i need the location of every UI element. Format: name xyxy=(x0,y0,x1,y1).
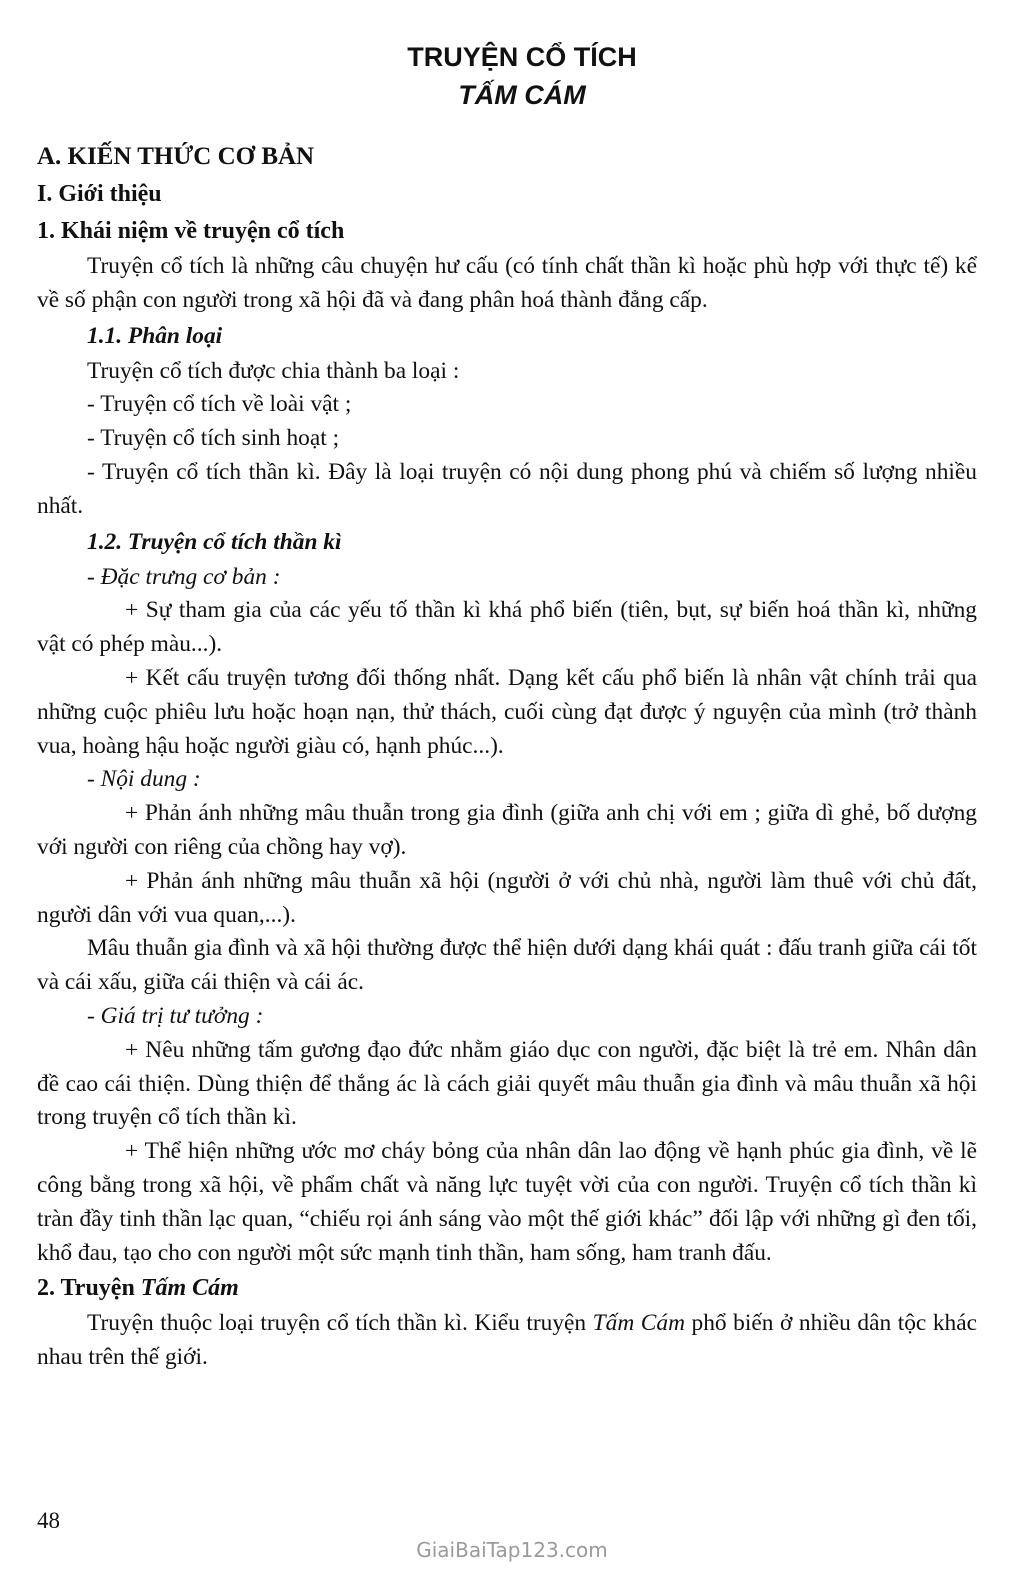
section-i-heading: I. Giới thiệu xyxy=(37,181,162,207)
content-summary: Mâu thuẫn gia đình và xã hội thường được thể hiện dưới dạng khái quát : đấu tranh giữa cái tốt và cái xấu, giữa cái thiện và cái ác. xyxy=(37,935,977,996)
section-a-heading: A. KIẾN THỨC CƠ BẢN xyxy=(37,143,315,170)
story-title: TẤM CÁM xyxy=(458,80,586,110)
heading-classification: 1.1. Phân loại xyxy=(87,322,223,349)
value-2: + Thể hiện những ước mơ cháy bỏng của nhân dân lao động về hạnh phúc gia đình, về lẽ công bằng trong xã hội, về phẩm chất và năng lực tuyệt vời của con người. Truyện cổ tích thần kì tràn đầy tinh thần lạc quan, “chiếu rọi ánh sáng vào một thế giới khác” đối lập với những gì đen tối, khổ đau, tạo cho con người một sức mạnh tinh thần, ham sống, ham tranh đấu. xyxy=(37,1138,977,1266)
heading-tam-cam-title: Tấm Cám xyxy=(140,1275,239,1302)
label-values: - Giá trị tư tưởng : xyxy=(87,1002,264,1029)
paragraph-tam-cam xyxy=(37,1307,977,1375)
heading-tam-cam xyxy=(37,1270,977,1307)
heading-concept: 1. Khái niệm về truyện cổ tích xyxy=(37,218,345,244)
list-item-type-1: - Truyện cổ tích về loài vật ; xyxy=(87,391,352,418)
list-item-type-3: - Truyện cổ tích thần kì. Đây là loại truyện có nội dung phong phú và chiếm số lượng nhiều nhất. xyxy=(37,458,977,519)
paragraph-classification: Truyện cổ tích được chia thành ba loại : xyxy=(87,357,460,384)
content-2: + Phản ánh những mâu thuẫn xã hội (người ở với chủ nhà, người làm thuê với chủ đất, người dân với vua quan,...). xyxy=(37,867,977,928)
paragraph-tam-cam-a: Truyện thuộc loại truyện cổ tích thần kì. Kiểu truyện xyxy=(87,1310,593,1337)
page-number: 48 xyxy=(37,1508,60,1533)
list-item-type-2: - Truyện cổ tích sinh hoạt ; xyxy=(87,425,340,452)
title-block xyxy=(67,38,977,114)
characteristic-2: + Kết cấu truyện tương đối thống nhất. Dạng kết cấu phổ biến là nhân vật chính trải qua những cuộc phiêu lưu hoặc hoạn nạn, thử thách, cuối cùng đạt được ý nguyện của mình (trở thành vua, hoàng hậu hoặc người giàu có, hạnh phúc...). xyxy=(37,664,977,759)
characteristic-1: + Sự tham gia của các yếu tố thần kì khá phổ biến (tiên, bụt, sự biến hoá thần kì, những vật có phép màu...). xyxy=(37,597,977,658)
page-content xyxy=(37,38,977,1375)
watermark: GiaiBaiTap123.com xyxy=(416,1538,608,1562)
paragraph-concept: Truyện cổ tích là những câu chuyện hư cấu (có tính chất thần kì hoặc phù hợp với thực tế) kể về số phận con người trong xã hội đã và đang phân hoá thành đẳng cấp. xyxy=(37,253,977,313)
label-content: - Nội dung : xyxy=(87,766,201,793)
content-1: + Phản ánh những mâu thuẫn trong gia đình (giữa anh chị với em ; giữa dì ghẻ, bố dượng với người con riêng của chồng hay vợ). xyxy=(37,800,977,860)
paragraph-tam-cam-b: phổ biến ở nhiều dân tộc khác nhau trên thế giới. xyxy=(37,1310,978,1371)
heading-fairy-tale: 1.2. Truyện cổ tích thần kì xyxy=(87,528,342,555)
value-1: + Nêu những tấm gương đạo đức nhằm giáo dục con người, đặc biệt là trẻ em. Nhân dân đề cao cái thiện. Dùng thiện để thắng ác là cách giải quyết mâu thuẫn gia đình và mâu thuẫn xã hội trong truyện cổ tích thần kì. xyxy=(37,1036,977,1131)
paragraph-tam-cam-title: Tấm Cám xyxy=(592,1310,685,1337)
label-characteristics: - Đặc trưng cơ bản : xyxy=(87,563,281,590)
heading-tam-cam-prefix: 2. Truyện xyxy=(37,1275,141,1302)
page-title: TRUYỆN CỔ TÍCH xyxy=(407,42,637,72)
